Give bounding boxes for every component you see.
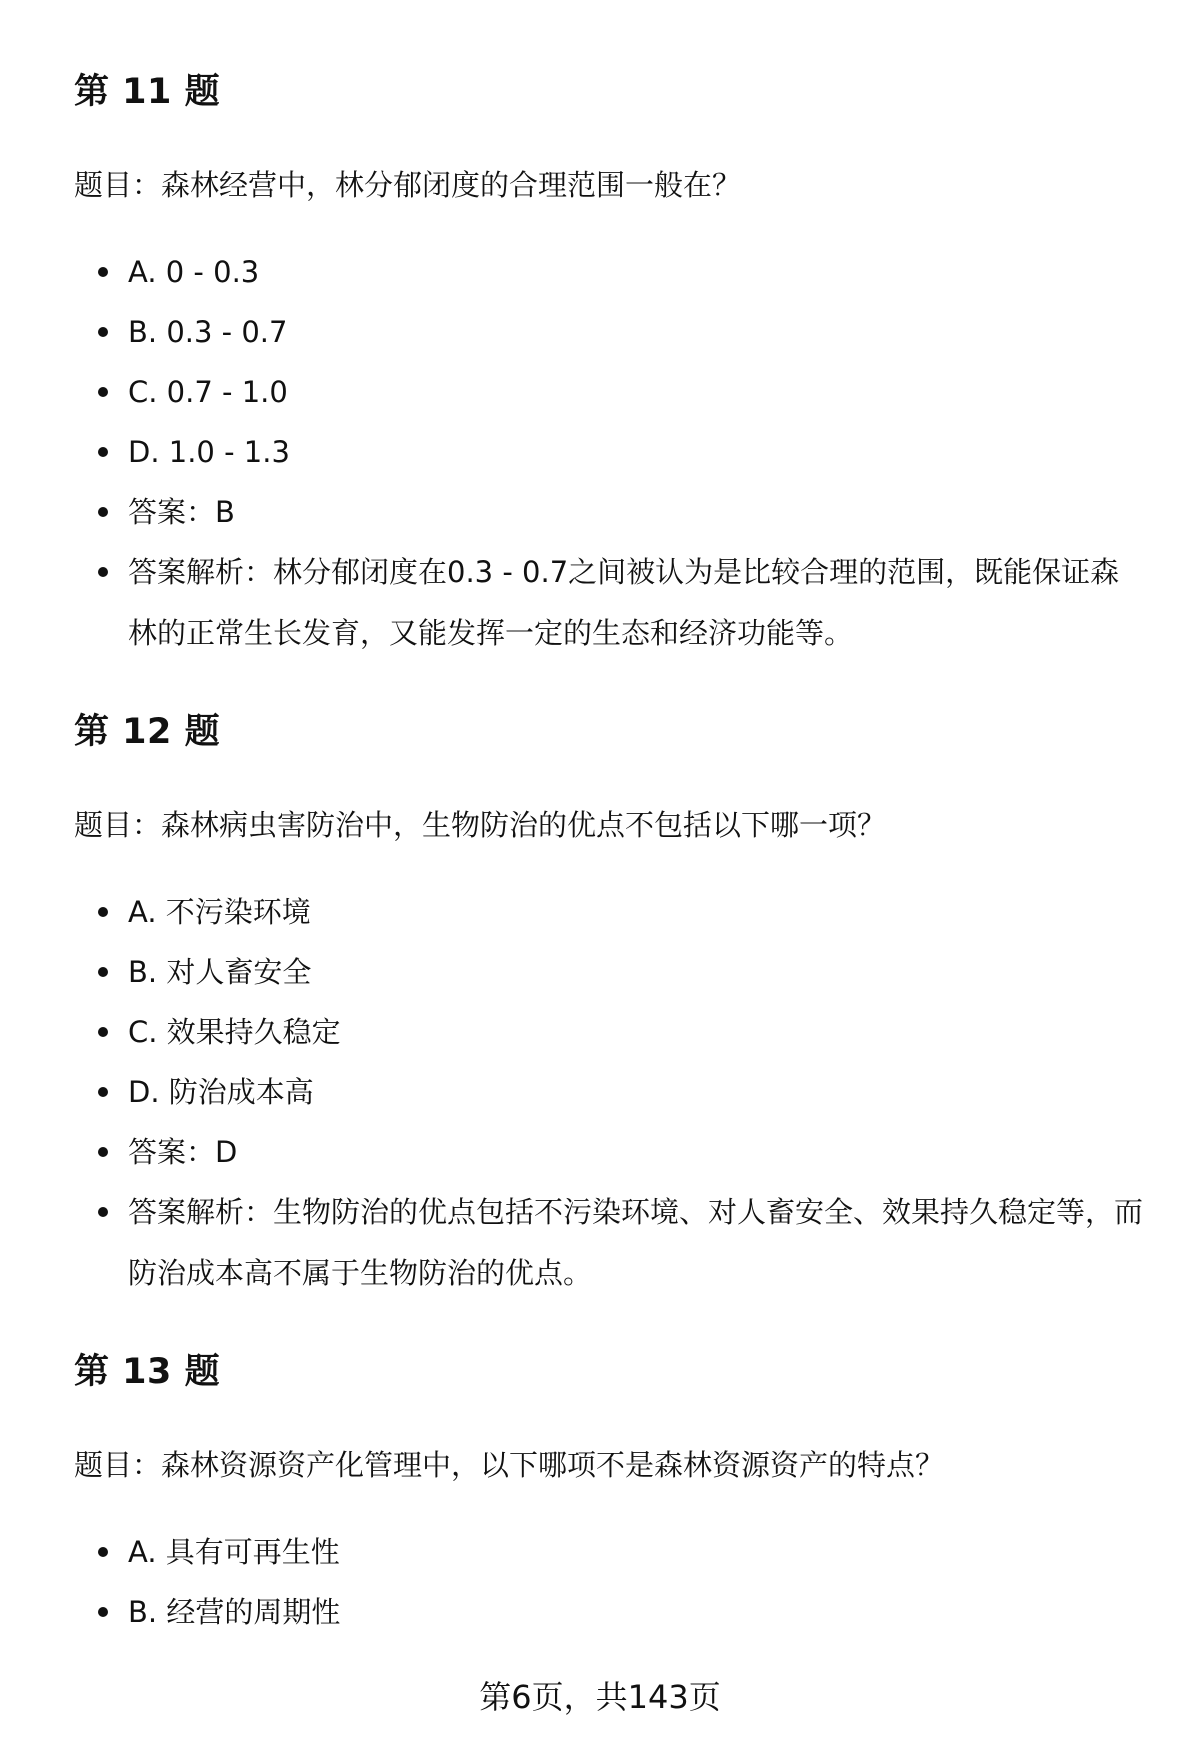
page-footer: 第6页，共143页 (479, 1678, 721, 1716)
option-c: C. 0.7 - 1.0 (74, 362, 1144, 422)
question-heading: 第 11 题 (74, 72, 221, 112)
question-stem: 题目：森林资源资产化管理中，以下哪项不是森林资源资产的特点？ (74, 1448, 945, 1482)
option-a: A. 不污染环境 (74, 882, 1144, 942)
option-d: D. 防治成本高 (74, 1062, 1144, 1122)
option-c: C. 效果持久稳定 (74, 1002, 1144, 1062)
document-content (74, 66, 1144, 1684)
option-list (74, 882, 1144, 1304)
question-11 (74, 66, 1144, 664)
answer-explanation: 答案解析：林分郁闭度在0.3 - 0.7之间被认为是比较合理的范围，既能保证森林的正常生长发育，又能发挥一定的生态和经济功能等。 (74, 542, 1144, 664)
answer-explanation: 答案解析：生物防治的优点包括不污染环境、对人畜安全、效果持久稳定等，而防治成本高不属于生物防治的优点。 (74, 1182, 1144, 1304)
option-b: B. 对人畜安全 (74, 942, 1144, 1002)
answer-line: 答案：D (74, 1122, 1144, 1182)
option-d: D. 1.0 - 1.3 (74, 422, 1144, 482)
question-13 (74, 1346, 1144, 1642)
option-b: B. 0.3 - 0.7 (74, 302, 1144, 362)
option-a: A. 具有可再生性 (74, 1522, 1144, 1582)
option-a: A. 0 - 0.3 (74, 242, 1144, 302)
question-12 (74, 706, 1144, 1304)
question-heading: 第 13 题 (74, 1352, 221, 1392)
answer-line: 答案：B (74, 482, 1144, 542)
option-b: B. 经营的周期性 (74, 1582, 1144, 1642)
question-heading: 第 12 题 (74, 712, 221, 752)
question-stem: 题目：森林病虫害防治中，生物防治的优点不包括以下哪一项？ (74, 808, 887, 842)
option-list (74, 242, 1144, 664)
question-stem: 题目：森林经营中，林分郁闭度的合理范围一般在？ (74, 168, 742, 202)
option-list (74, 1522, 1144, 1642)
